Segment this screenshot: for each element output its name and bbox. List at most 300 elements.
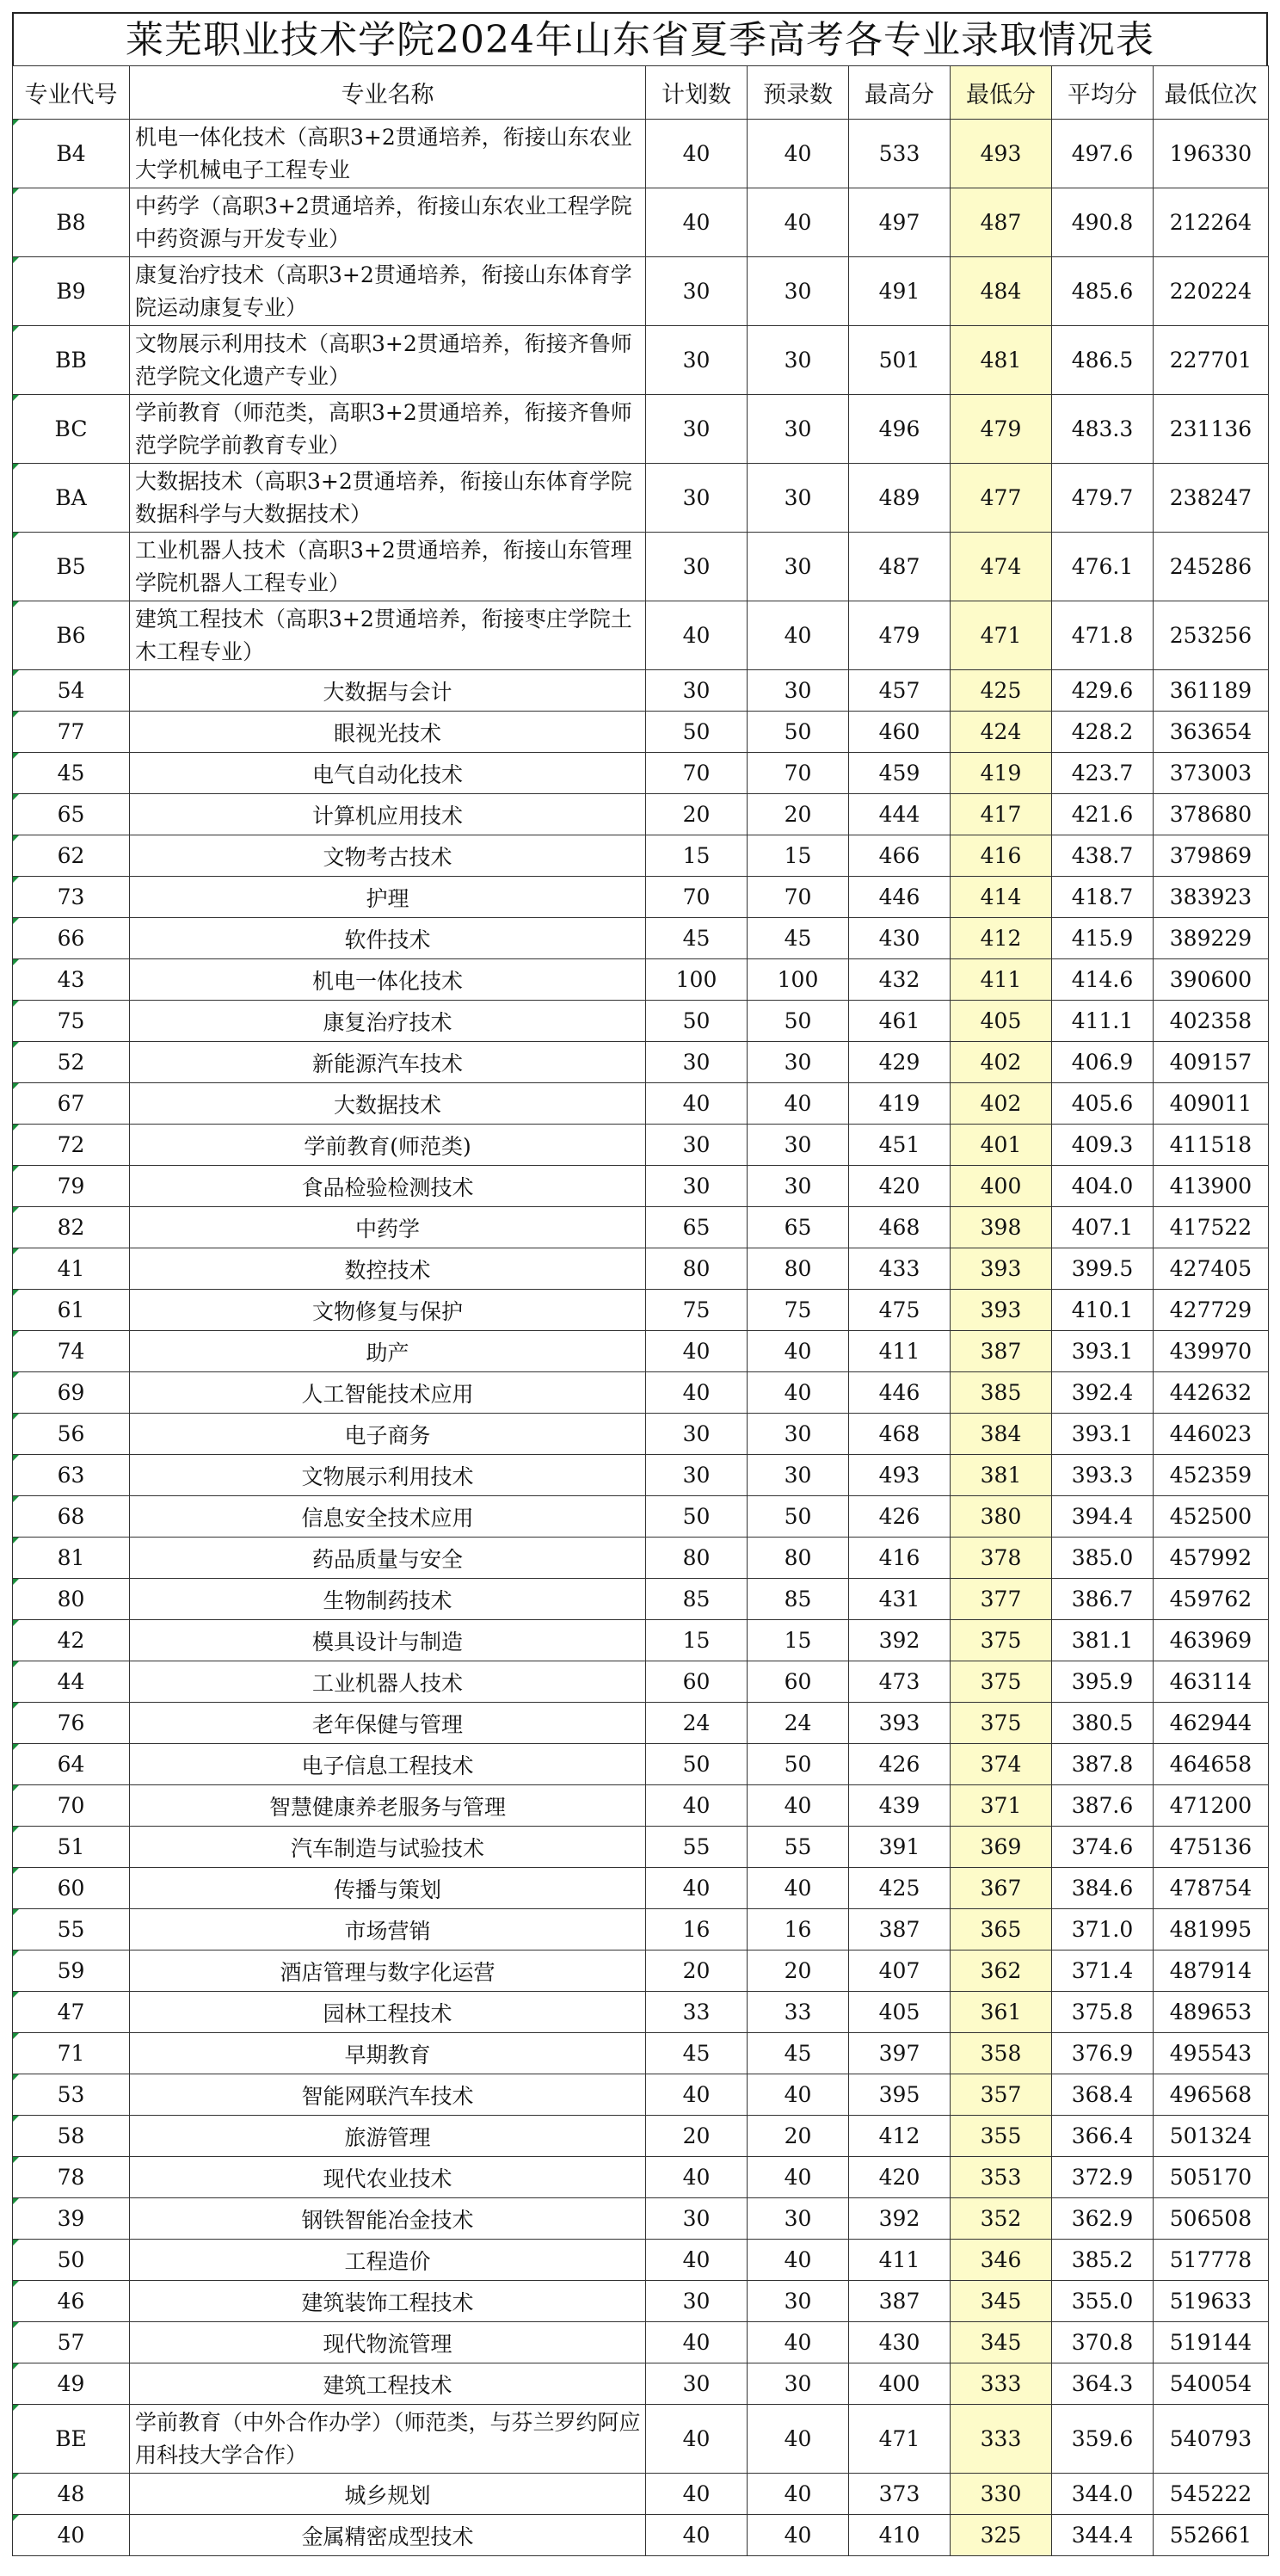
- cell-name: 食品检验检测技术: [130, 1166, 646, 1207]
- cell-min: 474: [951, 533, 1052, 601]
- cell-rank: 475136: [1154, 1827, 1269, 1868]
- table-row: [13, 918, 1269, 959]
- cell-pre: 30: [748, 2363, 849, 2405]
- cell-code: 62: [13, 835, 130, 877]
- cell-plan: 40: [646, 1372, 748, 1414]
- cell-plan: 40: [646, 2405, 748, 2474]
- cell-code: 41: [13, 1248, 130, 1290]
- cell-code: 48: [13, 2474, 130, 2515]
- table-row: [13, 1125, 1269, 1166]
- cell-plan: 55: [646, 1827, 748, 1868]
- cell-min: 417: [951, 794, 1052, 835]
- cell-rank: 545222: [1154, 2474, 1269, 2515]
- cell-code: 81: [13, 1538, 130, 1579]
- cell-plan: 30: [646, 1166, 748, 1207]
- cell-min: 398: [951, 1207, 1052, 1248]
- cell-rank: 506508: [1154, 2198, 1269, 2240]
- cell-avg: 406.9: [1052, 1042, 1154, 1083]
- cell-rank: 427405: [1154, 1248, 1269, 1290]
- cell-min: 353: [951, 2157, 1052, 2198]
- table-row: [13, 2405, 1269, 2474]
- cell-code: 56: [13, 1414, 130, 1455]
- cell-max: 405: [849, 1992, 951, 2033]
- cell-rank: 373003: [1154, 753, 1269, 794]
- cell-name: 大数据技术（高职3+2贯通培养，衔接山东体育学院数据科学与大数据技术）: [130, 464, 646, 533]
- cell-rank: 505170: [1154, 2157, 1269, 2198]
- table-row: [13, 1290, 1269, 1331]
- table-row: [13, 2240, 1269, 2281]
- cell-avg: 428.2: [1052, 712, 1154, 753]
- cell-name: 工业机器人技术（高职3+2贯通培养，衔接山东管理学院机器人工程专业）: [130, 533, 646, 601]
- cell-plan: 40: [646, 1331, 748, 1372]
- cell-plan: 80: [646, 1248, 748, 1290]
- cell-max: 430: [849, 918, 951, 959]
- cell-name: 模具设计与制造: [130, 1620, 646, 1661]
- cell-pre: 40: [748, 2240, 849, 2281]
- cell-pre: 20: [748, 2116, 849, 2157]
- cell-min: 381: [951, 1455, 1052, 1496]
- cell-max: 387: [849, 2281, 951, 2322]
- cell-name: 人工智能技术应用: [130, 1372, 646, 1414]
- cell-max: 479: [849, 601, 951, 670]
- cell-pre: 50: [748, 1496, 849, 1538]
- cell-min: 416: [951, 835, 1052, 877]
- cell-name: 护理: [130, 877, 646, 918]
- cell-rank: 363654: [1154, 712, 1269, 753]
- cell-rank: 487914: [1154, 1950, 1269, 1992]
- cell-rank: 478754: [1154, 1868, 1269, 1909]
- cell-plan: 40: [646, 2322, 748, 2363]
- cell-avg: 429.6: [1052, 670, 1154, 712]
- cell-pre: 55: [748, 1827, 849, 1868]
- cell-name: 数控技术: [130, 1248, 646, 1290]
- cell-avg: 374.6: [1052, 1827, 1154, 1868]
- cell-name: 计算机应用技术: [130, 794, 646, 835]
- cell-avg: 423.7: [1052, 753, 1154, 794]
- cell-code: 59: [13, 1950, 130, 1992]
- cell-code: 73: [13, 877, 130, 918]
- cell-code: 40: [13, 2515, 130, 2556]
- cell-rank: 212264: [1154, 188, 1269, 257]
- cell-name: 钢铁智能冶金技术: [130, 2198, 646, 2240]
- cell-pre: 30: [748, 395, 849, 464]
- table-row: [13, 1950, 1269, 1992]
- cell-plan: 70: [646, 877, 748, 918]
- cell-rank: 519144: [1154, 2322, 1269, 2363]
- cell-plan: 30: [646, 1125, 748, 1166]
- table-row: [13, 1827, 1269, 1868]
- cell-avg: 381.1: [1052, 1620, 1154, 1661]
- cell-code: 47: [13, 1992, 130, 2033]
- cell-max: 412: [849, 2116, 951, 2157]
- cell-max: 391: [849, 1827, 951, 1868]
- cell-max: 392: [849, 1620, 951, 1661]
- table-row: [13, 395, 1269, 464]
- cell-avg: 344.4: [1052, 2515, 1154, 2556]
- cell-code: 71: [13, 2033, 130, 2074]
- cell-plan: 45: [646, 2033, 748, 2074]
- cell-plan: 20: [646, 1950, 748, 1992]
- cell-avg: 364.3: [1052, 2363, 1154, 2405]
- cell-pre: 80: [748, 1538, 849, 1579]
- cell-plan: 30: [646, 2281, 748, 2322]
- cell-name: 软件技术: [130, 918, 646, 959]
- cell-plan: 40: [646, 1785, 748, 1827]
- cell-max: 446: [849, 1372, 951, 1414]
- cell-avg: 392.4: [1052, 1372, 1154, 1414]
- cell-pre: 30: [748, 326, 849, 395]
- cell-pre: 50: [748, 1001, 849, 1042]
- cell-min: 371: [951, 1785, 1052, 1827]
- cell-min: 333: [951, 2363, 1052, 2405]
- cell-max: 459: [849, 753, 951, 794]
- cell-name: 眼视光技术: [130, 712, 646, 753]
- cell-plan: 50: [646, 1001, 748, 1042]
- cell-avg: 485.6: [1052, 257, 1154, 326]
- cell-rank: 501324: [1154, 2116, 1269, 2157]
- cell-min: 411: [951, 959, 1052, 1001]
- cell-rank: 540793: [1154, 2405, 1269, 2474]
- cell-avg: 421.6: [1052, 794, 1154, 835]
- cell-code: 75: [13, 1001, 130, 1042]
- cell-pre: 40: [748, 2074, 849, 2116]
- table-row: [13, 188, 1269, 257]
- cell-plan: 40: [646, 1083, 748, 1125]
- cell-avg: 375.8: [1052, 1992, 1154, 2033]
- cell-code: 45: [13, 753, 130, 794]
- cell-code: B6: [13, 601, 130, 670]
- cell-code: 78: [13, 2157, 130, 2198]
- cell-min: 493: [951, 120, 1052, 188]
- table-row: [13, 1909, 1269, 1950]
- cell-max: 496: [849, 395, 951, 464]
- cell-rank: 452359: [1154, 1455, 1269, 1496]
- cell-plan: 40: [646, 2074, 748, 2116]
- cell-code: 49: [13, 2363, 130, 2405]
- cell-max: 444: [849, 794, 951, 835]
- cell-name: 文物考古技术: [130, 835, 646, 877]
- table-row: [13, 1785, 1269, 1827]
- cell-avg: 409.3: [1052, 1125, 1154, 1166]
- cell-pre: 100: [748, 959, 849, 1001]
- cell-pre: 40: [748, 1785, 849, 1827]
- cell-avg: 368.4: [1052, 2074, 1154, 2116]
- cell-name: 现代农业技术: [130, 2157, 646, 2198]
- cell-max: 431: [849, 1579, 951, 1620]
- cell-code: B8: [13, 188, 130, 257]
- cell-name: 学前教育(师范类): [130, 1125, 646, 1166]
- cell-plan: 75: [646, 1290, 748, 1331]
- cell-plan: 50: [646, 712, 748, 753]
- cell-rank: 457992: [1154, 1538, 1269, 1579]
- cell-min: 487: [951, 188, 1052, 257]
- cell-min: 425: [951, 670, 1052, 712]
- table-row: [13, 670, 1269, 712]
- table-row: [13, 712, 1269, 753]
- cell-max: 426: [849, 1496, 951, 1538]
- cell-name: 康复治疗技术（高职3+2贯通培养，衔接山东体育学院运动康复专业）: [130, 257, 646, 326]
- cell-name: 旅游管理: [130, 2116, 646, 2157]
- cell-name: 电子商务: [130, 1414, 646, 1455]
- cell-max: 533: [849, 120, 951, 188]
- cell-min: 424: [951, 712, 1052, 753]
- admission-sheet: [12, 12, 1268, 2556]
- cell-plan: 30: [646, 2198, 748, 2240]
- cell-plan: 40: [646, 2157, 748, 2198]
- cell-code: 67: [13, 1083, 130, 1125]
- cell-rank: 540054: [1154, 2363, 1269, 2405]
- cell-avg: 344.0: [1052, 2474, 1154, 2515]
- cell-rank: 245286: [1154, 533, 1269, 601]
- cell-rank: 390600: [1154, 959, 1269, 1001]
- cell-pre: 24: [748, 1703, 849, 1744]
- cell-name: 生物制药技术: [130, 1579, 646, 1620]
- cell-max: 468: [849, 1207, 951, 1248]
- cell-pre: 45: [748, 2033, 849, 2074]
- cell-rank: 411518: [1154, 1125, 1269, 1166]
- table-row: [13, 326, 1269, 395]
- cell-pre: 40: [748, 1868, 849, 1909]
- cell-code: 60: [13, 1868, 130, 1909]
- cell-pre: 30: [748, 1042, 849, 1083]
- table-row: [13, 2074, 1269, 2116]
- cell-plan: 30: [646, 670, 748, 712]
- cell-pre: 40: [748, 2405, 849, 2474]
- cell-plan: 45: [646, 918, 748, 959]
- table-row: [13, 1455, 1269, 1496]
- cell-name: 学前教育（中外合作办学）（师范类，与芬兰罗约阿应用科技大学合作）: [130, 2405, 646, 2474]
- cell-name: 文物展示利用技术: [130, 1455, 646, 1496]
- cell-code: B9: [13, 257, 130, 326]
- cell-code: 79: [13, 1166, 130, 1207]
- cell-pre: 40: [748, 601, 849, 670]
- cell-plan: 30: [646, 464, 748, 533]
- cell-min: 325: [951, 2515, 1052, 2556]
- cell-avg: 362.9: [1052, 2198, 1154, 2240]
- cell-name: 药品质量与安全: [130, 1538, 646, 1579]
- cell-code: 46: [13, 2281, 130, 2322]
- table-row: [13, 1744, 1269, 1785]
- cell-name: 机电一体化技术: [130, 959, 646, 1001]
- cell-avg: 414.6: [1052, 959, 1154, 1001]
- table-row: [13, 2157, 1269, 2198]
- cell-plan: 65: [646, 1207, 748, 1248]
- cell-rank: 409157: [1154, 1042, 1269, 1083]
- table-row: [13, 877, 1269, 918]
- cell-plan: 33: [646, 1992, 748, 2033]
- cell-code: 77: [13, 712, 130, 753]
- cell-avg: 380.5: [1052, 1703, 1154, 1744]
- cell-code: 57: [13, 2322, 130, 2363]
- table-row: [13, 533, 1269, 601]
- cell-name: 工程造价: [130, 2240, 646, 2281]
- cell-avg: 371.4: [1052, 1950, 1154, 1992]
- cell-max: 461: [849, 1001, 951, 1042]
- cell-rank: 517778: [1154, 2240, 1269, 2281]
- header-row: [13, 66, 1269, 120]
- cell-plan: 20: [646, 794, 748, 835]
- cell-pre: 16: [748, 1909, 849, 1950]
- cell-min: 346: [951, 2240, 1052, 2281]
- cell-min: 345: [951, 2322, 1052, 2363]
- cell-avg: 393.3: [1052, 1455, 1154, 1496]
- cell-min: 387: [951, 1331, 1052, 1372]
- cell-pre: 45: [748, 918, 849, 959]
- cell-code: B4: [13, 120, 130, 188]
- cell-min: 361: [951, 1992, 1052, 2033]
- cell-avg: 395.9: [1052, 1661, 1154, 1703]
- cell-code: 63: [13, 1455, 130, 1496]
- cell-max: 397: [849, 2033, 951, 2074]
- cell-avg: 394.4: [1052, 1496, 1154, 1538]
- table-row: [13, 794, 1269, 835]
- table-row: [13, 2515, 1269, 2556]
- cell-avg: 410.1: [1052, 1290, 1154, 1331]
- cell-plan: 40: [646, 2474, 748, 2515]
- cell-pre: 40: [748, 188, 849, 257]
- cell-avg: 483.3: [1052, 395, 1154, 464]
- cell-name: 建筑工程技术（高职3+2贯通培养，衔接枣庄学院土木工程专业）: [130, 601, 646, 670]
- cell-rank: 378680: [1154, 794, 1269, 835]
- cell-name: 电气自动化技术: [130, 753, 646, 794]
- cell-max: 432: [849, 959, 951, 1001]
- cell-min: 357: [951, 2074, 1052, 2116]
- cell-pre: 15: [748, 835, 849, 877]
- cell-avg: 476.1: [1052, 533, 1154, 601]
- cell-rank: 413900: [1154, 1166, 1269, 1207]
- cell-max: 411: [849, 2240, 951, 2281]
- cell-min: 375: [951, 1661, 1052, 1703]
- cell-max: 420: [849, 2157, 951, 2198]
- cell-rank: 227701: [1154, 326, 1269, 395]
- table-row: [13, 1331, 1269, 1372]
- cell-pre: 70: [748, 877, 849, 918]
- cell-pre: 40: [748, 1331, 849, 1372]
- cell-plan: 40: [646, 188, 748, 257]
- cell-max: 400: [849, 2363, 951, 2405]
- cell-avg: 386.7: [1052, 1579, 1154, 1620]
- cell-min: 414: [951, 877, 1052, 918]
- cell-avg: 385.2: [1052, 2240, 1154, 2281]
- cell-avg: 438.7: [1052, 835, 1154, 877]
- table-row: [13, 2033, 1269, 2074]
- cell-pre: 30: [748, 1125, 849, 1166]
- cell-pre: 40: [748, 1083, 849, 1125]
- cell-rank: 452500: [1154, 1496, 1269, 1538]
- cell-rank: 446023: [1154, 1414, 1269, 1455]
- cell-min: 384: [951, 1414, 1052, 1455]
- cell-min: 405: [951, 1001, 1052, 1042]
- cell-code: 76: [13, 1703, 130, 1744]
- cell-pre: 70: [748, 753, 849, 794]
- cell-min: 412: [951, 918, 1052, 959]
- admission-table: [12, 65, 1269, 2556]
- cell-plan: 15: [646, 1620, 748, 1661]
- cell-max: 425: [849, 1868, 951, 1909]
- cell-min: 479: [951, 395, 1052, 464]
- header-pre: 预录数: [748, 66, 849, 120]
- cell-pre: 15: [748, 1620, 849, 1661]
- cell-rank: 462944: [1154, 1703, 1269, 1744]
- cell-min: 374: [951, 1744, 1052, 1785]
- cell-pre: 75: [748, 1290, 849, 1331]
- cell-min: 400: [951, 1166, 1052, 1207]
- cell-pre: 30: [748, 1414, 849, 1455]
- cell-name: 中药学: [130, 1207, 646, 1248]
- table-row: [13, 959, 1269, 1001]
- cell-avg: 387.8: [1052, 1744, 1154, 1785]
- cell-name: 电子信息工程技术: [130, 1744, 646, 1785]
- cell-pre: 40: [748, 2157, 849, 2198]
- header-avg: 平均分: [1052, 66, 1154, 120]
- cell-min: 367: [951, 1868, 1052, 1909]
- cell-rank: 379869: [1154, 835, 1269, 877]
- cell-min: 385: [951, 1372, 1052, 1414]
- cell-pre: 20: [748, 794, 849, 835]
- table-row: [13, 1868, 1269, 1909]
- cell-rank: 496568: [1154, 2074, 1269, 2116]
- cell-max: 419: [849, 1083, 951, 1125]
- cell-rank: 238247: [1154, 464, 1269, 533]
- header-plan: 计划数: [646, 66, 748, 120]
- page-title: 莱芜职业技术学院2024年山东省夏季高考各专业录取情况表: [12, 12, 1268, 65]
- cell-pre: 85: [748, 1579, 849, 1620]
- cell-rank: 361189: [1154, 670, 1269, 712]
- cell-max: 420: [849, 1166, 951, 1207]
- cell-avg: 359.6: [1052, 2405, 1154, 2474]
- cell-min: 402: [951, 1042, 1052, 1083]
- table-row: [13, 1992, 1269, 2033]
- cell-avg: 471.8: [1052, 601, 1154, 670]
- cell-avg: 366.4: [1052, 2116, 1154, 2157]
- cell-plan: 30: [646, 257, 748, 326]
- cell-min: 378: [951, 1538, 1052, 1579]
- cell-min: 333: [951, 2405, 1052, 2474]
- cell-avg: 415.9: [1052, 918, 1154, 959]
- cell-pre: 30: [748, 533, 849, 601]
- cell-code: 39: [13, 2198, 130, 2240]
- cell-plan: 30: [646, 395, 748, 464]
- header-min: 最低分: [951, 66, 1052, 120]
- cell-name: 学前教育（师范类，高职3+2贯通培养，衔接齐鲁师范学院学前教育专业）: [130, 395, 646, 464]
- cell-code: 42: [13, 1620, 130, 1661]
- cell-plan: 40: [646, 1868, 748, 1909]
- cell-pre: 40: [748, 120, 849, 188]
- table-row: [13, 1496, 1269, 1538]
- cell-rank: 463114: [1154, 1661, 1269, 1703]
- cell-pre: 30: [748, 2281, 849, 2322]
- cell-name: 建筑装饰工程技术: [130, 2281, 646, 2322]
- cell-avg: 370.8: [1052, 2322, 1154, 2363]
- cell-plan: 50: [646, 1496, 748, 1538]
- cell-rank: 383923: [1154, 877, 1269, 918]
- cell-code: BE: [13, 2405, 130, 2474]
- cell-pre: 30: [748, 257, 849, 326]
- cell-min: 330: [951, 2474, 1052, 2515]
- table-row: [13, 1001, 1269, 1042]
- cell-avg: 418.7: [1052, 877, 1154, 918]
- cell-name: 文物展示利用技术（高职3+2贯通培养，衔接齐鲁师范学院文化遗产专业）: [130, 326, 646, 395]
- cell-avg: 479.7: [1052, 464, 1154, 533]
- cell-rank: 489653: [1154, 1992, 1269, 2033]
- cell-max: 487: [849, 533, 951, 601]
- cell-code: 68: [13, 1496, 130, 1538]
- cell-avg: 372.9: [1052, 2157, 1154, 2198]
- cell-max: 407: [849, 1950, 951, 1992]
- cell-code: 66: [13, 918, 130, 959]
- cell-plan: 80: [646, 1538, 748, 1579]
- cell-max: 393: [849, 1703, 951, 1744]
